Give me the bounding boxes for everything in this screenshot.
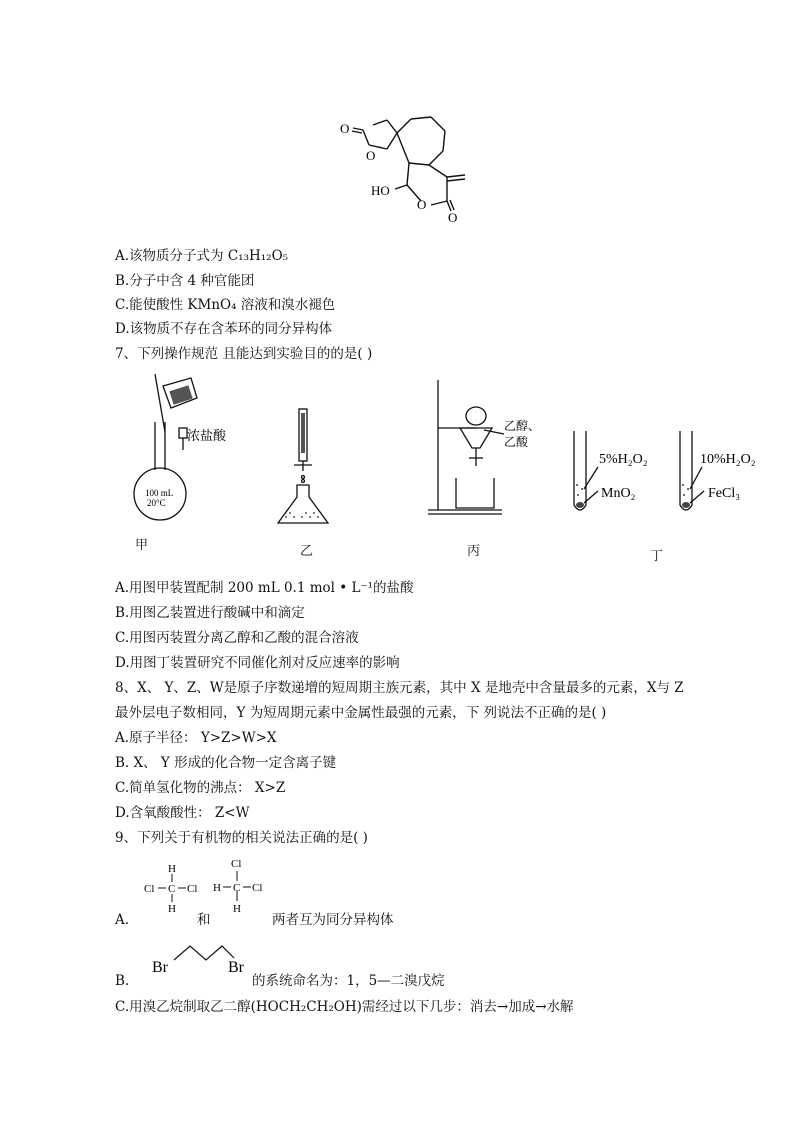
lactone-carbonyl-oxygen: O (448, 210, 458, 225)
ketone-oxygen: O (340, 121, 350, 136)
s1-h-top: H (168, 863, 176, 875)
br-right: Br (228, 959, 244, 976)
s2-h-left: H (213, 882, 221, 894)
s2-h-bottom: H (233, 903, 241, 915)
ding-tube2-bottom: FeCl₃ (708, 486, 741, 501)
figure-ding (568, 425, 778, 520)
s1-c: C (168, 883, 176, 895)
q9-option-b-suffix: 的系统命名为：1，5—二溴戊烷 (252, 973, 445, 989)
q6-option-d: D.该物质不存在含苯环的同分异构体 (115, 321, 333, 337)
figure-yi-caption: 乙 (300, 544, 314, 559)
q9-option-c: C.用溴乙烷制取乙二醇(HOCH₂CH₂OH)需经过以下几步：消去→加成→水解 (115, 999, 574, 1015)
q8-option-a: A.原子半径： Y>Z>W>X (115, 730, 277, 746)
q9-option-a-prefix: A. (115, 912, 130, 928)
q6-option-b: B.分子中含 4 种官能团 (115, 273, 255, 289)
figure-jia-caption: 甲 (135, 538, 149, 553)
dibromopentane-structure (150, 940, 254, 978)
q7-option-b: B.用图乙装置进行酸碱中和滴定 (115, 605, 305, 621)
q9-stem: 9、下列关于有机物的相关说法正确的是( ) (115, 830, 368, 846)
q7-option-a: A.用图甲装置配制 200 mL 0.1 mol • L⁻¹的盐酸 (115, 580, 414, 596)
figure-ding-caption: 丁 (650, 549, 664, 564)
q8-stem-line2: 最外层电子数相同，Y 为短周期元素中金属性最强的元素，下 列说法不正确的是( ) (115, 705, 607, 721)
q8-option-d: D.含氧酸酸性： Z<W (115, 805, 250, 821)
figure-jia (125, 372, 265, 532)
dichloromethane-structure-1 (142, 860, 202, 918)
figure-bing-caption: 丙 (467, 544, 481, 559)
s1-cl-right: Cl (187, 883, 198, 895)
figure-yi (270, 405, 340, 530)
q9-option-a-and: 和 (197, 912, 211, 928)
q9-option-a-suffix: 两者互为同分异构体 (272, 912, 394, 928)
jia-flask-volume: 100 mL (145, 488, 174, 498)
q8-stem-line1: 8、X、 Y、Z、W是原子序数递增的短周期主族元素，其中 X 是地壳中含量最多的元素，X与 Z (115, 680, 684, 696)
br-left: Br (152, 959, 168, 976)
dichloromethane-structure-2 (207, 855, 267, 917)
q8-option-b: B. X、 Y 形成的化合物一定含离子键 (115, 755, 337, 771)
ding-tube2-top: 10%H₂O₂ (700, 452, 756, 467)
ding-tube1-bottom: MnO₂ (601, 486, 636, 501)
ding-tube1-top: 5%H₂O₂ (599, 452, 648, 467)
q8-option-c: C.简单氢化物的沸点： X>Z (115, 780, 286, 796)
jia-flask-temp: 20°C (147, 498, 166, 508)
q7-option-c: C.用图丙装置分离乙醇和乙酸的混合溶液 (115, 630, 359, 646)
jia-acid-label: 浓盐酸 (187, 429, 227, 444)
bing-label-ethanol: 乙醇、 (504, 419, 540, 433)
q6-option-c: C.能使酸性 KMnO₄ 溶液和溴水褪色 (115, 297, 336, 313)
bing-label-acid: 乙酸 (504, 435, 529, 449)
figure-bing (420, 378, 540, 520)
q6-option-a: A.该物质分子式为 C₁₃H₁₂O₅ (115, 248, 289, 264)
ring-oxygen: O (366, 148, 376, 163)
s1-cl-left: Cl (144, 883, 155, 895)
lactone-ring-oxygen: O (417, 197, 427, 212)
q7-stem: 7、下列操作规范 且能达到实验目的的是( ) (115, 346, 373, 362)
q9-option-b-prefix: B. (115, 973, 130, 989)
molecule-structure (335, 105, 475, 235)
s2-c: C (233, 882, 241, 894)
s2-cl-top: Cl (231, 858, 242, 870)
s2-cl-right: Cl (252, 882, 263, 894)
q7-option-d: D.用图丁装置研究不同催化剂对反应速率的影响 (115, 655, 400, 671)
hydroxyl-label: HO (371, 183, 390, 198)
s1-h-bottom: H (168, 903, 176, 915)
